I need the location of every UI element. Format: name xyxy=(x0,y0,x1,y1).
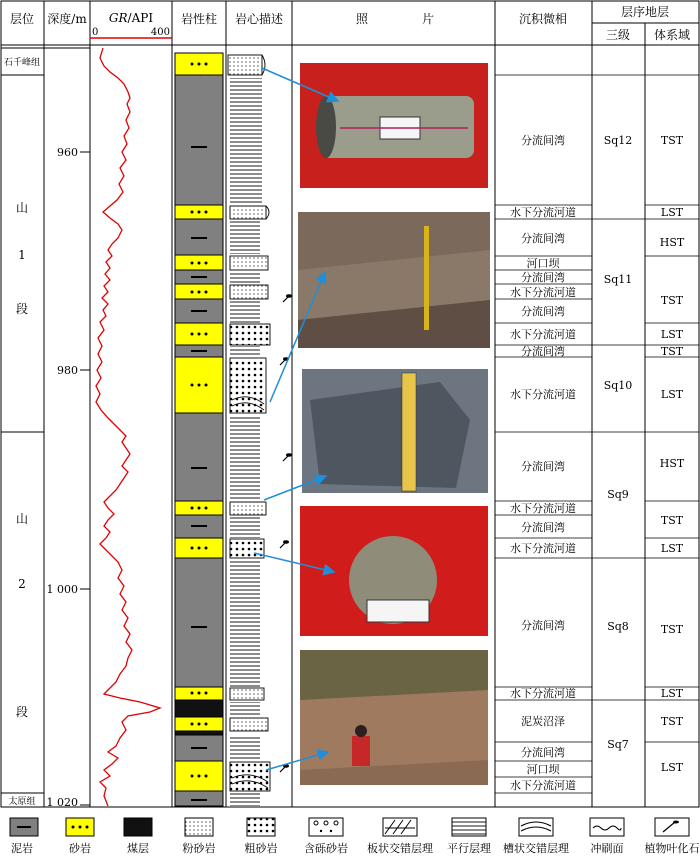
member-shan1-c: 段 xyxy=(15,302,29,316)
microfacies-label: 水下分流河道 xyxy=(510,502,576,515)
sequence-label: Sq8 xyxy=(607,620,629,633)
systems-tract-label: LST xyxy=(660,388,684,401)
systems-tract-label: TST xyxy=(660,514,684,527)
depth-tick-980: 980 xyxy=(57,364,78,377)
microfacies-labels xyxy=(510,133,576,792)
header-photo-b: 片 xyxy=(421,12,435,26)
legend-label: 植物叶化石 xyxy=(644,842,700,855)
systems-tract-label: LST xyxy=(660,687,684,700)
microfacies-label: 分流间湾 xyxy=(521,134,565,147)
photo-core-cylinder xyxy=(300,63,488,188)
header-layer: 层位 xyxy=(9,12,35,26)
microfacies-label: 水下分流河道 xyxy=(510,206,576,219)
systems-tract-dividers xyxy=(645,205,699,742)
legend-label: 粉砂岩 xyxy=(182,842,216,855)
legend-label: 煤层 xyxy=(127,842,149,855)
microfacies-label: 分流间湾 xyxy=(521,345,565,358)
core-description-column xyxy=(228,55,270,806)
member-shan1-b: 1 xyxy=(18,248,26,262)
photo-outcrop-2 xyxy=(300,650,488,785)
sequence-label: Sq11 xyxy=(603,273,633,286)
depth-tick-1020: 1 020 xyxy=(46,796,78,809)
systems-tract-label: TST xyxy=(660,623,684,636)
systems-tract-label: TST xyxy=(660,134,684,147)
header-gr-max: 400 xyxy=(150,27,170,38)
legend-label: 泥岩 xyxy=(11,842,33,855)
microfacies-label: 水下分流河道 xyxy=(510,328,576,341)
microfacies-label: 水下分流河道 xyxy=(510,286,576,299)
formation-bottom: 太原组 xyxy=(8,797,36,807)
header-gr: GR/API xyxy=(108,11,154,25)
systems-tract-label: TST xyxy=(660,345,684,358)
header-third-order: 三级 xyxy=(605,28,631,42)
systems-tract-label: LST xyxy=(660,328,684,341)
sequence-label: Sq12 xyxy=(603,134,633,147)
systems-tract-label: TST xyxy=(660,715,684,728)
legend xyxy=(10,818,700,855)
header-depth: 深度/m xyxy=(47,12,87,26)
microfacies-label: 水下分流河道 xyxy=(510,687,576,700)
microfacies-label: 分流间湾 xyxy=(521,460,565,473)
microfacies-dividers xyxy=(495,75,592,793)
legend-label: 槽状交错层理 xyxy=(503,842,569,855)
microfacies-label: 分流间湾 xyxy=(521,746,565,759)
systems-tract-label: HST xyxy=(659,236,685,249)
systems-tract-label: LST xyxy=(660,206,684,219)
member-shan1-a: 山 xyxy=(15,201,29,215)
header-microfacies: 沉积微相 xyxy=(518,12,568,26)
microfacies-label: 水下分流河道 xyxy=(510,388,576,401)
sequence-label: Sq9 xyxy=(607,488,629,501)
legend-label: 平行层理 xyxy=(447,842,491,855)
legend-label: 粗砂岩 xyxy=(244,842,278,855)
depth-tick-1000: 1 000 xyxy=(46,583,78,596)
systems-tract-label: LST xyxy=(660,542,684,555)
legend-label: 板状交错层理 xyxy=(367,842,433,855)
photo-rock-slab xyxy=(302,369,488,493)
photo-outcrop-1 xyxy=(298,212,490,348)
sequence-label: Sq10 xyxy=(603,379,633,392)
microfacies-label: 河口坝 xyxy=(526,763,560,776)
microfacies-label: 水下分流河道 xyxy=(510,542,576,555)
header-lithology: 岩性柱 xyxy=(180,12,218,26)
microfacies-label: 水下分流河道 xyxy=(510,779,576,792)
header-systems-tract: 体系域 xyxy=(653,28,691,42)
header-gr-min: 0 xyxy=(92,27,99,38)
microfacies-label: 分流间湾 xyxy=(521,232,565,245)
depth-tick-960: 960 xyxy=(57,146,78,159)
header-photo-a: 照 xyxy=(355,12,369,26)
member-shan2-a: 山 xyxy=(15,512,29,526)
systems-tract-label: LST xyxy=(660,761,684,774)
sequence-label: Sq7 xyxy=(607,738,629,751)
systems-tract-label: HST xyxy=(659,457,685,470)
microfacies-label: 泥炭沼泽 xyxy=(521,715,565,728)
legend-label: 含砾砂岩 xyxy=(304,842,348,855)
microfacies-label: 分流间湾 xyxy=(521,305,565,318)
legend-label: 砂岩 xyxy=(69,842,91,855)
microfacies-label: 河口坝 xyxy=(526,257,560,270)
microfacies-label: 分流间湾 xyxy=(521,271,565,284)
microfacies-label: 分流间湾 xyxy=(521,619,565,632)
gr-curve xyxy=(96,48,160,806)
formation-top: 石千峰组 xyxy=(3,58,41,68)
header-core: 岩心描述 xyxy=(234,12,284,26)
microfacies-label: 分流间湾 xyxy=(521,521,565,534)
legend-label: 冲刷面 xyxy=(590,842,624,855)
systems-tract-labels xyxy=(660,134,685,774)
header-sequence: 层序地层 xyxy=(620,5,670,19)
member-shan2-b: 2 xyxy=(18,577,26,591)
systems-tract-label: TST xyxy=(660,294,684,307)
member-shan2-c: 段 xyxy=(15,705,29,719)
sequence-labels xyxy=(604,134,633,751)
